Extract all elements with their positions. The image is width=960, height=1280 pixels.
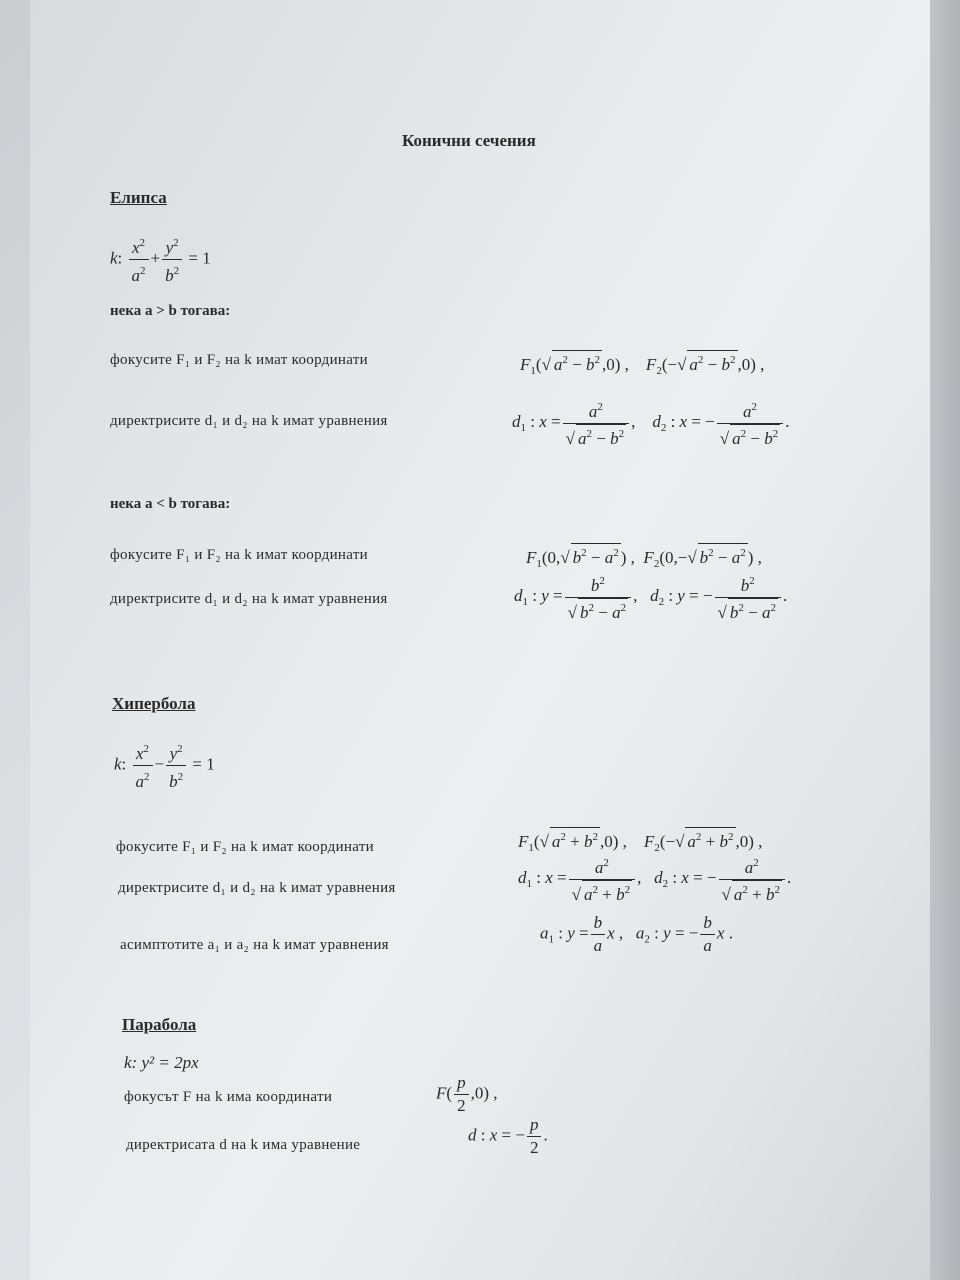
ellipse-dir-formula-2: $d_1$ : y = $\frac{b^2}{√ b^2 - a^2}$ , $d_2$ : y = − $\frac{b^2}{√ b^2 - a^2}$ . xyxy=(514,570,787,624)
hyperbola-asym-label: асимптотите a₁ и a₂ на k имат уравнения xyxy=(120,937,389,953)
ellipse-foci-formula-1: $F_1(√$ $a^2 - b^2$ ,0) , $F_2(-√$ $a^2 - b^2$ ,0) , xyxy=(520,350,764,377)
page-edge xyxy=(930,0,960,1280)
hyperbola-foci-formula: $F_1(√$ $a^2 + b^2$ ,0) , $F_2(-√$ $a^2 + b^2$ ,0) , xyxy=(518,827,762,854)
parabola-focus-label: фокусът F на k има координати xyxy=(124,1089,333,1105)
hyperbola-foci-label: фокусите F₁ и F₂ на k имат координати xyxy=(116,839,375,855)
hyperbola-heading: Хипербола xyxy=(112,694,196,713)
parabola-equation: k: y² = 2px xyxy=(124,1053,199,1072)
parabola-dir-label: директрисата d на k има уравнение xyxy=(126,1137,361,1153)
ellipse-dir-label-1: директрисите d₁ и d₂ на k имат уравнения xyxy=(110,413,388,429)
hyperbola-dir-formula: $d_1$ : x = $\frac{a^2}{√ a^2 + b^2}$ , $d_2$ : x = − $\frac{a^2}{√ a^2 + b^2}$ . xyxy=(518,852,791,906)
ellipse-heading: Елипса xyxy=(110,188,167,207)
ellipse-equation: k: $\frac{x^2}{a^2}$ + $\frac{y^2}{b^2}$ = 1 xyxy=(110,232,211,287)
hyperbola-equation: k: $\frac{x^2}{a^2}$ − $\frac{y^2}{b^2}$ = 1 xyxy=(114,738,215,793)
ellipse-foci-label-2: фокусите F₁ и F₂ на k имат координати xyxy=(110,547,369,563)
parabola-dir-formula: d : x = − $\frac{p}{2}$ . xyxy=(468,1115,548,1157)
hyperbola-asym-formula: $a_1$ : y = $\frac{b}{a}$ x , $a_2$ : y = − $\frac{b}{a}$ x . xyxy=(540,913,733,955)
ellipse-dir-label-2: директрисите d₁ и d₂ на k имат уравнения xyxy=(110,591,388,607)
ellipse-case1: нека a > b тогава: xyxy=(110,303,231,319)
ellipse-foci-label-1: фокусите F₁ и F₂ на k имат координати xyxy=(110,352,369,368)
ellipse-foci-formula-2: $F_1(0,√$ $b^2 - a^2$ ) , $F_2(0,-√$ $b^2 - a^2$ ) , xyxy=(526,543,762,570)
ellipse-dir-formula-1: $d_1$ : x = $\frac{a^2}{√ a^2 - b^2}$ , $d_2$ : x = − $\frac{a^2}{√ a^2 - b^2}$ . xyxy=(512,396,789,450)
hyperbola-dir-label: директрисите d₁ и d₂ на k имат уравнения xyxy=(118,880,396,896)
ellipse-case2: нека a < b тогава: xyxy=(110,496,231,512)
parabola-heading: Парабола xyxy=(122,1015,197,1034)
parabola-focus-formula: F( $\frac{p}{2}$ ,0) , xyxy=(436,1073,498,1115)
page-title: Конични сечения xyxy=(402,131,536,150)
